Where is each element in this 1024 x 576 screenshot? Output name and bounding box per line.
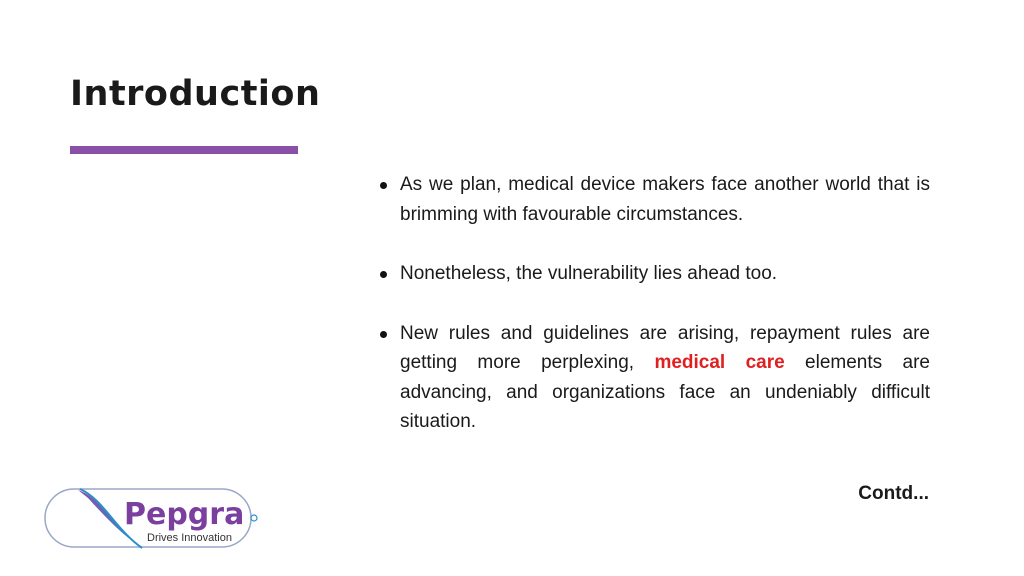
bullet-item <box>378 170 930 229</box>
bullet-item <box>378 259 930 289</box>
bullet-dot-icon <box>380 182 387 189</box>
logo-tagline: Drives Innovation <box>147 532 232 544</box>
bullet-text-pre: New rules and guidelines are arising, repayment rules are getting more perplexing, <box>400 322 930 373</box>
pepgra-logo <box>42 486 264 552</box>
logo-wordmark: Pepgra <box>124 497 245 532</box>
bullet-dot-icon <box>380 271 387 278</box>
bullet-text: As we plan, medical device makers face another world that is brimming with favourable circumstances. <box>400 174 930 225</box>
logo-dot-icon <box>251 515 257 521</box>
bullet-list <box>378 170 930 467</box>
continued-label: Contd... <box>858 483 929 504</box>
bullet-dot-icon <box>380 331 387 338</box>
bullet-text-post: elements are advancing, and organizations face an undeniably difficult situation. <box>400 352 930 432</box>
slide-title: Introduction <box>70 74 321 114</box>
bullet-item <box>378 319 930 437</box>
highlighted-term: medical care <box>654 352 785 373</box>
title-underline-bar <box>70 146 298 154</box>
bullet-text: Nonetheless, the vulnerability lies ahead too. <box>400 263 778 284</box>
